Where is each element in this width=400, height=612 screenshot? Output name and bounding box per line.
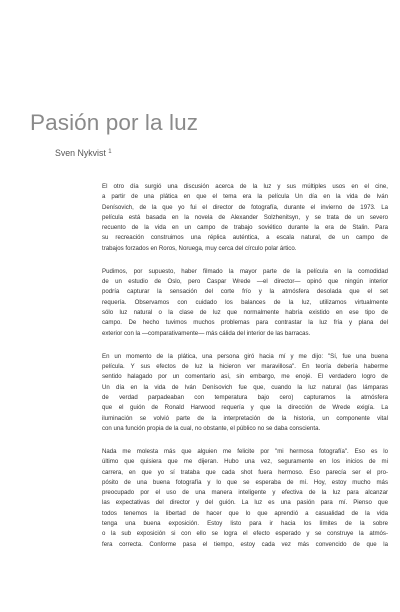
paragraph-line: de verdad parpadeaban con temperatura bajo cero) capturamos la atmósfera	[102, 393, 388, 401]
paragraph-line: exterior con la —comparativamente— más cálida del interior de las barracas.	[102, 329, 311, 337]
article-author	[55, 148, 112, 158]
paragraph-line: campo. De hecho tuvimos muchos problemas para contrastar la luz fría y plana del	[102, 319, 388, 327]
paragraph	[102, 447, 388, 550]
paragraph-line: película está basada en la novela de Alexander Solzhenitsyn, y se trata de un severo	[102, 213, 388, 221]
paragraph-line: último que quisiera que me dijeran. Hubo una vez, seguramente en los inicios de mi	[102, 458, 388, 466]
paragraph-line: trabajos forzados en Roros, Noruega, muy cerca del círculo polar ártico.	[102, 244, 297, 252]
paragraph-line: El otro día surgió una discusión acerca de la luz y sus múltiples usos en el cine,	[102, 183, 388, 190]
paragraph-line: pósito de una buena fotografía y lo que se esperaba de mí. Hoy, estoy mucho más	[102, 478, 388, 486]
article-title: Pasión por la luz	[30, 110, 199, 135]
article-body	[102, 182, 388, 563]
paragraph-line: tenga una buena exposición. Estoy listo para ir hacia los límites de la sobre	[102, 520, 388, 527]
paragraph-line: sólo luz natural o la clase de luz que normalmente habría existido en ese tipo de	[102, 309, 388, 317]
paragraph-line: de un estudio de Oslo, pero Caspar Wrede —el director— opinó que ningún interior	[102, 278, 388, 286]
paragraph-line: recuento de la vida en un campo de trabajo soviético durante la era de Stalin. Para	[102, 224, 388, 232]
paragraph	[102, 352, 388, 434]
paragraph-line: con una función propia de la cual, no obstante, el público no se daba conscienta.	[102, 424, 321, 432]
paragraph-line: iluminación se volvió parte de la interpretación de la historia, un componente vital	[102, 414, 388, 422]
paragraph-line: a partir de una plática en que el tema era la película Un día en la vida de Iván	[102, 193, 388, 201]
paragraph-line: Denísovich, de la que yo fui el director de fotografía, durante el invierno de 1973. La	[102, 203, 388, 211]
paragraph-line: requería. Observamos con cuidado los balances de la luz, utilizamos virtualmente	[102, 298, 388, 306]
paragraph-line: o la sub exposición si con ello se logra el efecto esperado y se construye la atmós-	[102, 530, 388, 538]
paragraph-line: fera correcta. Conforme pasa el tiempo, estoy cada vez más convencido de que la	[102, 540, 388, 548]
paragraph-line: podría capturar la sensación del corte frío y la atmósfera desolada que el set	[102, 288, 388, 296]
footnote-marker: 1	[108, 149, 112, 155]
paragraph-line: Nada me molesta más que alguien me felicite por "mi hermosa fotografía". Eso es lo	[102, 447, 388, 455]
paragraph-line: carrera, en que yo sí trataba que cada shot fuera hermoso. Eso parecía ser el pro-	[102, 468, 388, 476]
paragraph-line: Pudimos, por supuesto, haber filmado la mayor parte de la película en la comodidad	[102, 267, 388, 275]
paragraph	[102, 267, 388, 339]
paragraph-line: que el guión de Ronald Harwood requería y que la dirección de Wrede exigía. La	[102, 404, 388, 412]
paragraph-line: su recreación construimos una réplica auténtica, a escala natural, de un campo de	[102, 234, 388, 242]
author-name: Sven Nykvist	[55, 148, 106, 158]
paragraph-line: sentido halagado por un comentario así, sin embargo, me enojé. El verdadero logro de	[102, 373, 388, 381]
paragraph-line: película. Y sus efectos de luz la hicieron ver maravillosa". En teoría debería haberme	[102, 363, 388, 371]
paragraph-line: todos tenemos la libertad de hacer que lo que aprendió a casualidad de la vida	[102, 509, 388, 517]
paragraph	[102, 182, 388, 254]
paragraph-line: Un día en la vida de Iván Denísovich fue que, cuando la luz natural (las lámparas	[102, 383, 388, 391]
paragraph-line: En un momento de la plática, una persona giró hacia mí y me dijo: "Sí, fue una buena	[102, 352, 388, 360]
paragraph-line: preocupado por el uso de una manera inteligente y efectiva de la luz para alcanzar	[102, 489, 388, 497]
paragraph-line: las expectativas del director y del guión. La luz es una pasión para mí. Pienso que	[102, 499, 388, 507]
